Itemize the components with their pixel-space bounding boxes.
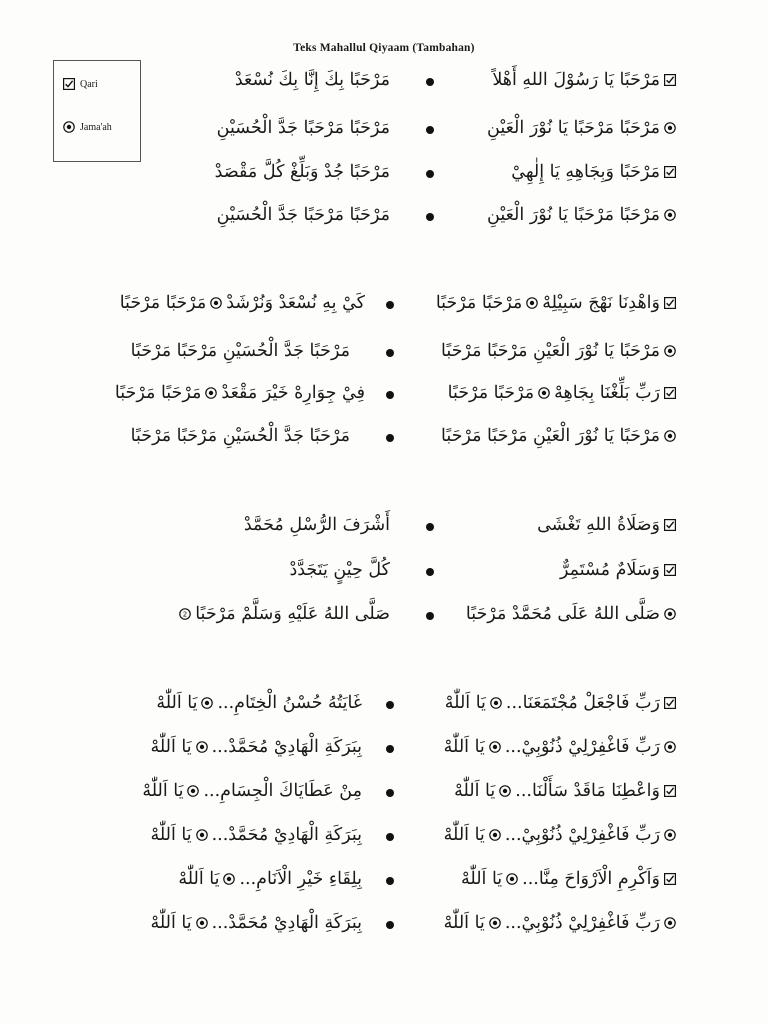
verse-line — [0, 913, 768, 939]
right-text: مَرْحَبًا مَرْحَبًا يَا نُوْرَ الْعَيْنِ — [487, 205, 660, 225]
left-text: بِبَرَكَةِ الْهَادِيْ مُحَمَّدْ... — [211, 825, 362, 845]
right-hemistich — [560, 560, 676, 580]
right-refrain: مَرْحَبًا مَرْحَبًا — [435, 293, 523, 313]
verse-line — [0, 293, 768, 319]
left-hemistich — [150, 825, 362, 845]
right-refrain: يَا اَللّٰهْ — [461, 869, 503, 889]
right-text: وَصَلَاةُ اللهِ تَغْشَى — [537, 515, 660, 535]
right-text: وَسَلَامٌ مُسْتَمِرٌّ — [560, 560, 660, 580]
circle-dot-icon — [210, 297, 222, 309]
right-text: رَبِّ فَاجْعَلْ مُجْتَمَعَنَا... — [505, 693, 660, 713]
right-text: رَبِّ فَاغْفِرْلِيْ ذُنُوْبِيْ... — [504, 737, 660, 757]
right-hemistich — [537, 515, 676, 535]
left-hemistich — [115, 383, 365, 403]
left-text: مَرْحَبًا جُدْ وَبَلِّغْ كُلَّ مَقْصَدْ — [214, 162, 390, 182]
bullet-separator — [426, 612, 434, 620]
right-text: وَاَكْرِمِ الْاَرْوَاحَ مِنَّا... — [522, 869, 660, 889]
left-text: مَرْحَبًا مَرْحَبًا جَدَّ الْحُسَيْنِ — [216, 205, 390, 225]
left-hemistich — [244, 515, 390, 535]
circle-dot-icon — [201, 697, 213, 709]
right-hemistich — [511, 162, 676, 182]
left-hemistich — [131, 426, 350, 446]
bullet-separator — [386, 301, 394, 309]
left-refrain: مَرْحَبًا مَرْحَبًا — [119, 293, 207, 313]
bullet-separator — [426, 126, 434, 134]
verse-line — [0, 70, 768, 96]
circle-dot-icon — [506, 873, 518, 885]
circle-dot-icon — [664, 829, 676, 841]
left-hemistich — [150, 737, 362, 757]
left-refrain: يَا اَللّٰهْ — [178, 869, 220, 889]
right-refrain: يَا اَللّٰهْ — [443, 913, 485, 933]
left-refrain: يَا اَللّٰهْ — [156, 693, 198, 713]
circle-dot-icon — [223, 873, 235, 885]
right-hemistich — [461, 869, 676, 889]
right-text: مَرْحَبًا يَا رَسُوْلَ اللهِ أَهْلاً — [492, 70, 660, 90]
right-hemistich — [441, 341, 676, 361]
circle-dot-icon — [489, 829, 501, 841]
verse-line — [0, 781, 768, 807]
left-refrain: يَا اَللّٰهْ — [150, 737, 192, 757]
left-text: مَرْحَبًا جَدَّ الْحُسَيْنِ مَرْحَبًا مَرْحَبًا — [130, 341, 350, 361]
verse-line — [0, 737, 768, 763]
left-hemistich — [235, 70, 390, 90]
right-refrain: يَا اَللّٰهْ — [443, 825, 485, 845]
verse-line — [0, 162, 768, 188]
repeat-2x-icon — [179, 608, 191, 620]
checkbox-check-icon — [664, 519, 676, 531]
circle-dot-icon — [490, 697, 502, 709]
circle-dot-icon — [205, 387, 217, 399]
bullet-separator — [426, 170, 434, 178]
verse-line — [0, 205, 768, 231]
left-text: كُلَّ حِيْنٍ يَتَجَدَّدْ — [289, 560, 390, 580]
circle-dot-icon — [664, 430, 676, 442]
right-hemistich — [487, 118, 676, 138]
right-refrain: يَا اَللّٰهْ — [454, 781, 496, 801]
left-hemistich — [179, 604, 390, 624]
left-text: مَرْحَبًا بِكَ إِنَّا بِكَ نُسْعَدْ — [234, 70, 390, 90]
checkbox-check-icon — [664, 74, 676, 86]
left-text: بِبَرَكَةِ الْهَادِيْ مُحَمَّدْ... — [211, 913, 362, 933]
circle-dot-icon — [664, 741, 676, 753]
right-refrain: يَا اَللّٰهْ — [444, 693, 486, 713]
checkbox-check-icon — [664, 697, 676, 709]
right-text: صَلَّى اللهُ عَلَى مُحَمَّدْ مَرْحَبًا — [465, 604, 660, 624]
checkbox-check-icon — [664, 873, 676, 885]
svg-text:2: 2 — [182, 610, 188, 619]
left-text: مَرْحَبًا مَرْحَبًا جَدَّ الْحُسَيْنِ — [216, 118, 390, 138]
circle-dot-icon — [664, 122, 676, 134]
left-refrain: يَا اَللّٰهْ — [150, 825, 192, 845]
bullet-separator — [426, 213, 434, 221]
verse-line — [0, 560, 768, 586]
left-hemistich — [156, 693, 362, 713]
verse-line — [0, 341, 768, 367]
bullet-separator — [386, 349, 394, 357]
right-text: رَبِّ فَاغْفِرْلِيْ ذُنُوْبِيْ... — [504, 825, 660, 845]
right-text: مَرْحَبًا مَرْحَبًا يَا نُوْرَ الْعَيْنِ — [487, 118, 660, 138]
left-hemistich — [217, 205, 390, 225]
circle-dot-icon — [538, 387, 550, 399]
right-refrain: يَا اَللّٰهْ — [443, 737, 485, 757]
verse-line — [0, 118, 768, 144]
right-hemistich — [441, 426, 676, 446]
right-hemistich — [444, 737, 676, 757]
right-hemistich — [445, 693, 676, 713]
circle-dot-icon — [664, 345, 676, 357]
right-hemistich — [444, 825, 676, 845]
right-text: رَبِّ فَاغْفِرْلِيْ ذُنُوْبِيْ... — [504, 913, 660, 933]
bullet-separator — [426, 523, 434, 531]
bullet-separator — [386, 434, 394, 442]
bullet-separator — [386, 391, 394, 399]
circle-dot-icon — [664, 917, 676, 929]
left-text: أَشْرَفَ الرُّسْلِ مُحَمَّدْ — [243, 515, 390, 535]
left-hemistich — [131, 341, 350, 361]
checkbox-check-icon — [664, 297, 676, 309]
bullet-separator — [386, 921, 394, 929]
checkbox-check-icon — [664, 387, 676, 399]
left-text: كَيْ بِهِ نُسْعَدْ وَنُرْشَدْ — [226, 293, 365, 313]
right-text: رَبِّ بَلِّغْنَا بِجَاهِهْ — [554, 383, 660, 403]
circle-dot-icon — [196, 917, 208, 929]
left-text: فِيْ جِوَارِهْ خَيْرَ مَقْعَدْ — [221, 383, 365, 403]
verse-line — [0, 825, 768, 851]
left-refrain: مَرْحَبًا مَرْحَبًا — [114, 383, 202, 403]
left-hemistich — [215, 162, 390, 182]
bullet-separator — [426, 568, 434, 576]
bullet-separator — [386, 701, 394, 709]
right-hemistich — [436, 293, 676, 313]
circle-dot-icon — [489, 917, 501, 929]
left-text: بِلِقَاءِ خَيْرِ الْاَنَامِ... — [239, 869, 362, 889]
right-hemistich — [448, 383, 676, 403]
bullet-separator — [386, 789, 394, 797]
circle-dot-icon — [499, 785, 511, 797]
verse-line — [0, 515, 768, 541]
circle-dot-icon — [664, 209, 676, 221]
bullet-separator — [386, 745, 394, 753]
right-text: مَرْحَبًا وَبِجَاهِهِ يَا إِلٰهِيْ — [511, 162, 660, 182]
right-hemistich — [454, 781, 676, 801]
left-hemistich — [142, 781, 362, 801]
right-hemistich — [444, 913, 676, 933]
bullet-separator — [426, 78, 434, 86]
circle-dot-icon — [664, 608, 676, 620]
left-refrain: يَا اَللّٰهْ — [150, 913, 192, 933]
verse-line — [0, 693, 768, 719]
checkbox-check-icon — [664, 785, 676, 797]
verse-line — [0, 383, 768, 409]
circle-dot-icon — [489, 741, 501, 753]
circle-dot-icon — [187, 785, 199, 797]
legend-jamaah-label: Jama'ah — [80, 121, 112, 133]
verse-line — [0, 426, 768, 452]
verse-line — [0, 869, 768, 895]
circle-dot-icon — [196, 741, 208, 753]
left-text: غَايَتُهُ حُسْنُ الْخِتَامِ... — [217, 693, 362, 713]
left-hemistich — [120, 293, 365, 313]
verse-line — [0, 604, 768, 630]
left-refrain: يَا اَللّٰهْ — [142, 781, 184, 801]
bullet-separator — [386, 877, 394, 885]
left-hemistich — [150, 913, 362, 933]
left-text: مَرْحَبًا جَدَّ الْحُسَيْنِ مَرْحَبًا مَرْحَبًا — [130, 426, 350, 446]
circle-dot-icon — [526, 297, 538, 309]
left-text: بِبَرَكَةِ الْهَادِيْ مُحَمَّدْ... — [211, 737, 362, 757]
right-hemistich — [487, 205, 676, 225]
right-refrain: مَرْحَبًا مَرْحَبًا — [447, 383, 535, 403]
checkbox-check-icon — [664, 166, 676, 178]
right-text: مَرْحَبًا يَا نُوْرَ الْعَيْنِ مَرْحَبًا مَرْحَبًا — [441, 341, 660, 361]
page-title: Teks Mahallul Qiyaam (Tambahan) — [293, 42, 475, 54]
right-text: مَرْحَبًا يَا نُوْرَ الْعَيْنِ مَرْحَبًا مَرْحَبًا — [441, 426, 660, 446]
right-hemistich — [466, 604, 676, 624]
right-text: وَاعْطِنَا مَاقَدْ سَأَلْنَا... — [515, 781, 660, 801]
left-text: مِنْ عَطَايَاكَ الْجِسَامِ... — [203, 781, 362, 801]
left-hemistich — [289, 560, 390, 580]
legend-qari-label: Qari — [80, 78, 98, 90]
right-hemistich — [492, 70, 676, 90]
checkbox-check-icon — [664, 564, 676, 576]
bullet-separator — [386, 833, 394, 841]
left-text: صَلَّى اللهُ عَلَيْهِ وَسَلَّمْ مَرْحَبًا — [195, 604, 390, 624]
right-text: وَاهْدِنَا نَهْجَ سَبِيْلِهْ — [542, 293, 660, 313]
circle-dot-icon — [196, 829, 208, 841]
left-hemistich — [217, 118, 390, 138]
left-hemistich — [178, 869, 362, 889]
